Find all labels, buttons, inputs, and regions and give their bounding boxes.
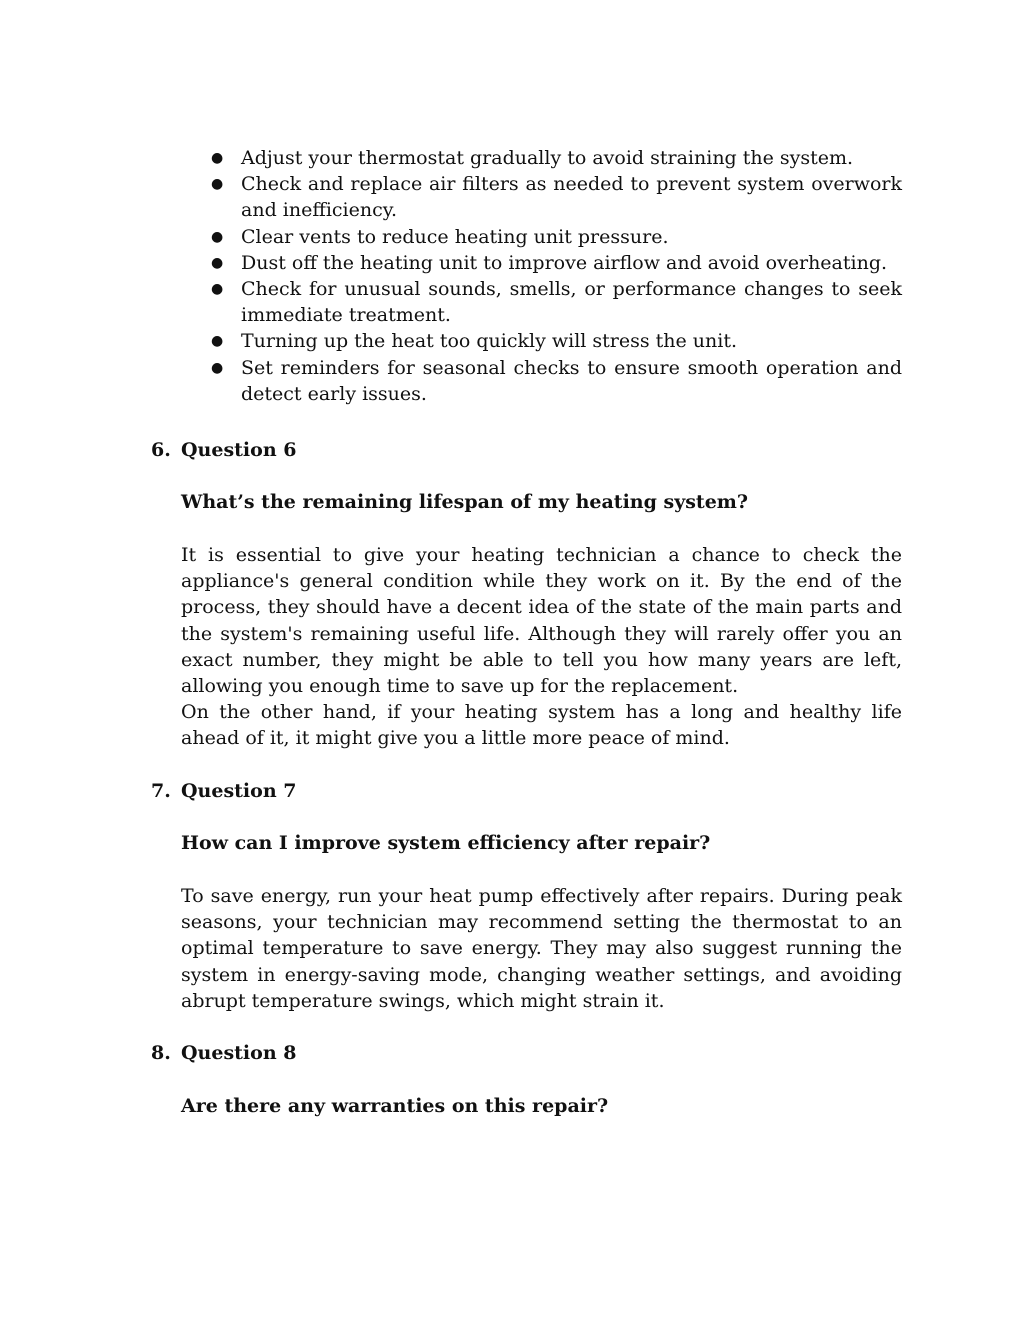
question-8-number: 8.	[151, 1042, 171, 1064]
bullet-dot-icon: ●	[211, 254, 224, 271]
bullet-dot-icon: ●	[211, 359, 224, 376]
bullet-item	[211, 355, 902, 407]
bullet-text: Turning up the heat too quickly will stress the unit.	[241, 330, 738, 353]
question-8-label: Question 8	[181, 1042, 297, 1064]
bullet-text: Adjust your thermostat gradually to avoid straining the system.	[241, 147, 854, 169]
bullet-text: Check for unusual sounds, smells, or performance changes to seek immediate treatment.	[241, 278, 902, 327]
bullet-dot-icon: ●	[211, 176, 224, 193]
bullet-dot-icon: ●	[211, 150, 224, 166]
bullet-item	[211, 145, 902, 171]
question-6-label: Question 6	[181, 439, 297, 461]
bullet-dot-icon: ●	[211, 333, 224, 350]
bullet-item	[211, 171, 902, 223]
question-6-title: What’s the remaining lifespan of my heating system?	[181, 491, 749, 513]
question-7-number: 7.	[151, 780, 171, 802]
question-8-title: Are there any warranties on this repair?	[181, 1095, 609, 1117]
bullet-text: Check and replace air filters as needed to prevent system overwork and inefficiency.	[241, 173, 902, 222]
question-7-title: How can I improve system efficiency after repair?	[181, 832, 711, 854]
question-7-paragraph-1: To save energy, run your heat pump effectively after repairs. During peak seasons, your technician may recommend setting the thermostat to an optimal temperature to save energy. They may also suggest running the system in energy-saving mode, changing weather settings, and avoiding abrupt temperature swings, which might strain it.	[181, 885, 902, 1012]
bullet-dot-icon: ●	[211, 281, 224, 298]
question-6-paragraph-2: On the other hand, if your heating system has a long and healthy life ahead of it, it might give you a little more peace of mind.	[181, 701, 902, 750]
bullet-text: Clear vents to reduce heating unit pressure.	[241, 225, 669, 248]
tips-bullet-list	[211, 145, 902, 407]
question-7-label: Question 7	[181, 780, 297, 802]
question-6-number: 6.	[151, 439, 171, 461]
bullet-text: Dust off the heating unit to improve airflow and avoid overheating.	[241, 251, 888, 274]
bullet-item	[211, 224, 902, 250]
bullet-item	[211, 250, 902, 276]
question-6-paragraph-1: It is essential to give your heating technician a chance to check the appliance's general condition while they work on it. By the end of the process, they should have a decent idea of the state of the main parts and the system's remaining useful life. Although they will rarely offer you an exact number, they might be able to tell you how many years are left, allowing you enough time to save up for the replacement.	[181, 544, 902, 698]
bullet-text: Set reminders for seasonal checks to ensure smooth operation and detect early issues.	[241, 356, 902, 405]
bullet-dot-icon: ●	[211, 228, 224, 245]
bullet-item	[211, 276, 902, 328]
bullet-item	[211, 328, 902, 354]
